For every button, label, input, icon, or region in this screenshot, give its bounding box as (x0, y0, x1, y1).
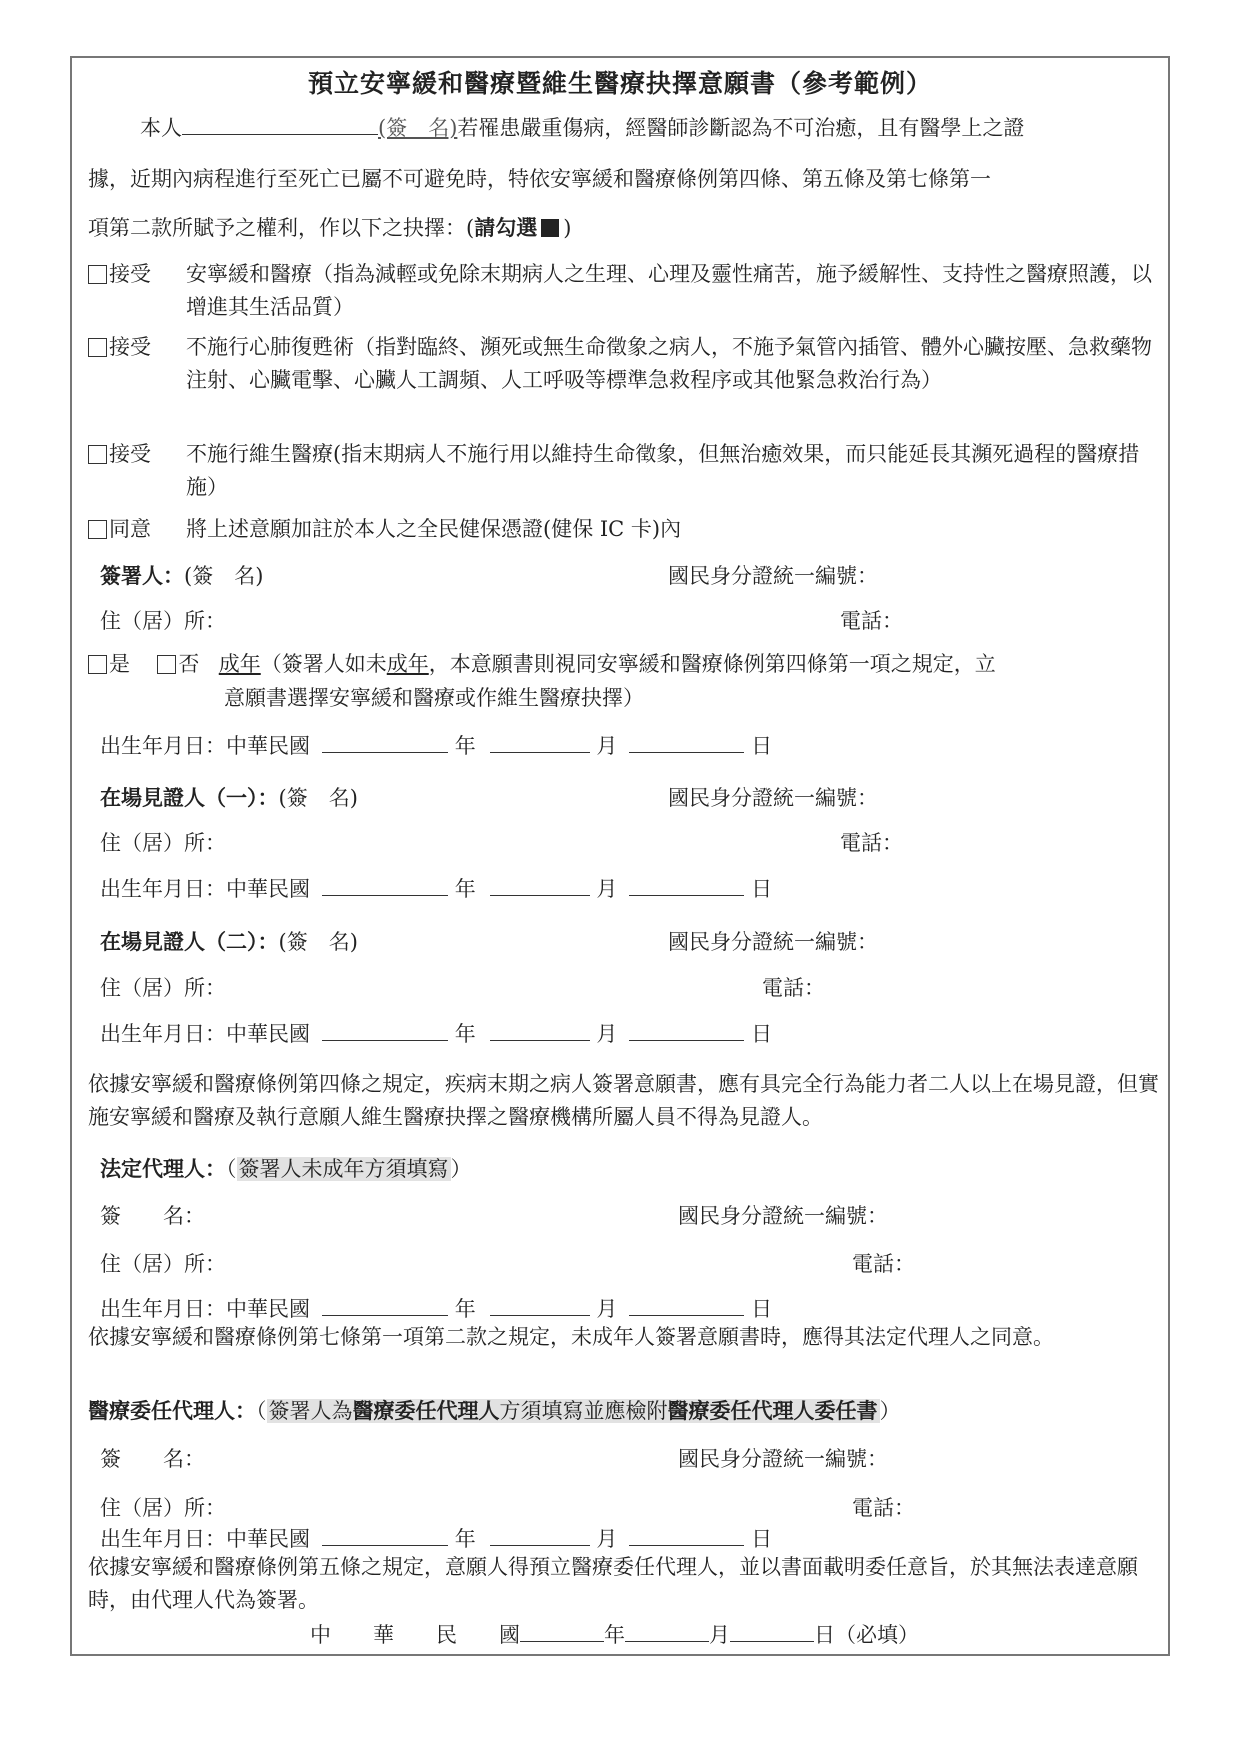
birth-year-label: 年 (454, 1022, 476, 1046)
witness-note: 依據安寧緩和醫療條例第四條之規定，疾病末期之病人簽署意願書，應有具完全行為能力者二人以上在場見證，但實施安寧緩和醫療及執行意願人維生醫療抉擇之醫療機構所屬人員不得為見證人。 (88, 1072, 1159, 1129)
witness2-label: 在場見證人（二）： (100, 929, 279, 954)
medical-agent-label: 醫療委任代理人： (88, 1398, 256, 1423)
principal-name-field[interactable] (182, 113, 378, 135)
option-3 (88, 438, 151, 468)
option-2-checkbox[interactable] (88, 338, 107, 357)
intro-line-3 (88, 212, 571, 242)
filled-checkbox-icon (541, 219, 559, 237)
medical-agent-birth-year-field[interactable] (322, 1524, 448, 1546)
legal-agent-sign-label: 簽 名： (100, 1204, 205, 1228)
adult-no-checkbox[interactable] (157, 655, 176, 674)
birth-day-label: 日 (751, 1022, 773, 1046)
option-4-checkbox[interactable] (88, 520, 107, 539)
witness2-birth-row (100, 1018, 772, 1048)
date-footer-year-label: 年 (604, 1623, 625, 1647)
medical-agent-birth-month-field[interactable] (490, 1524, 590, 1546)
birth-year-label: 年 (454, 1297, 476, 1321)
option-3-text: 不施行維生醫療(指末期病人不施行用以維持生命徵象，但無治癒效果，而只能延長其瀕死過程的醫療措施） (186, 442, 1140, 499)
option-4-text: 將上述意願加註於本人之全民健保憑證(健保 IC 卡)內 (186, 517, 682, 541)
birth-month-label: 月 (596, 877, 618, 901)
legal-agent-address-label: 住（居）所： (100, 1252, 226, 1276)
witness1-birth-month-field[interactable] (490, 874, 590, 896)
signer-sign-hint: (簽 名) (184, 564, 264, 588)
medical-agent-id-label: 國民身分證統一編號： (678, 1447, 888, 1471)
signer-birth-year-field[interactable] (322, 731, 448, 753)
witness1-row (100, 782, 358, 812)
signer-label: 簽署人： (100, 563, 184, 588)
date-footer-month-field[interactable] (625, 1620, 709, 1642)
intro-line-2: 據，近期內病程進行至死亡已屬不可避免時，特依安寧緩和醫療條例第四條、第五條及第七條第一 (88, 167, 991, 191)
birth-label: 出生年月日：中華民國 (100, 877, 310, 901)
medical-agent-note-close: ） (879, 1399, 901, 1423)
option-4-label: 同意 (109, 517, 151, 541)
option-4 (88, 513, 151, 543)
date-footer-day-label: 日 (814, 1623, 835, 1647)
adult-note-3: ，本意願書則視同安寧緩和醫療條例第四條第一項之規定，立 (428, 652, 996, 676)
option-1-label: 接受 (109, 262, 151, 286)
form-title: 預立安寧緩和醫療暨維生醫療抉擇意願書（參考範例） (307, 69, 932, 98)
legal-agent-footnote: 依據安寧緩和醫療條例第七條第一項第二款之規定，未成年人簽署意願書時，應得其法定代理人之同意。 (88, 1325, 1054, 1349)
option-1-checkbox[interactable] (88, 265, 107, 284)
medical-agent-note (267, 1399, 880, 1423)
adult-note-line2: 意願書選擇安寧緩和醫療或作維生醫療抉擇） (224, 686, 644, 710)
birth-label: 出生年月日：中華民國 (100, 1022, 310, 1046)
signer-address-label: 住（居）所： (100, 609, 226, 633)
medical-agent-note-b: 醫療委任代理人 (352, 1398, 500, 1423)
option-2 (88, 331, 151, 361)
medical-agent-note-a: 簽署人為 (268, 1399, 353, 1423)
medical-agent-address-label: 住（居）所： (100, 1496, 226, 1520)
witness1-address-label: 住（居）所： (100, 831, 226, 855)
adult-note-1: （簽署人如未 (260, 652, 387, 676)
option-2-text: 不施行心肺復甦術（指對臨終、瀕死或無生命徵象之病人，不施予氣管內插管、體外心臟按壓、急救藥物注射、心臟電擊、心臟人工調頻、人工呼吸等標準急救程序或其他緊急救治行為） (186, 335, 1152, 392)
witness1-label: 在場見證人（一）： (100, 785, 279, 810)
adult-yes-checkbox[interactable] (88, 655, 107, 674)
signer-row (100, 560, 263, 590)
legal-agent-id-label: 國民身分證統一編號： (678, 1204, 888, 1228)
intro-sign-hint: (簽 名) (378, 116, 458, 140)
birth-day-label: 日 (751, 877, 773, 901)
signer-id-label: 國民身分證統一編號： (668, 564, 878, 588)
signer-birth-month-field[interactable] (490, 731, 590, 753)
legal-agent-row (100, 1153, 472, 1183)
birth-label: 出生年月日：中華民國 (100, 1297, 310, 1321)
legal-agent-birth-day-field[interactable] (629, 1294, 744, 1316)
birth-month-label: 月 (596, 1527, 618, 1551)
witness2-row (100, 926, 358, 956)
adult-yes-label: 是 (109, 652, 130, 676)
birth-month-label: 月 (596, 734, 618, 758)
intro-line3-bold: 請勾選 (474, 215, 538, 240)
signer-birth-day-field[interactable] (629, 731, 744, 753)
birth-day-label: 日 (751, 1297, 773, 1321)
medical-agent-birth-row (100, 1523, 772, 1553)
witness1-sign-hint: (簽 名) (278, 786, 358, 810)
intro-line1-rest: 若罹患嚴重傷病，經醫師診斷認為不可治癒，且有醫學上之證 (457, 116, 1025, 140)
witness2-address-label: 住（居）所： (100, 976, 226, 1000)
medical-agent-note-open: （ (256, 1399, 267, 1423)
witness2-phone-label: 電話： (762, 976, 825, 1000)
witness2-birth-year-field[interactable] (322, 1019, 448, 1041)
option-3-label: 接受 (109, 442, 151, 466)
signer-birth-row (100, 730, 772, 760)
medical-agent-sign-label: 簽 名： (100, 1447, 205, 1471)
witness1-id-label: 國民身分證統一編號： (668, 786, 878, 810)
legal-agent-phone-label: 電話： (852, 1252, 915, 1276)
birth-month-label: 月 (596, 1022, 618, 1046)
birth-label: 出生年月日：中華民國 (100, 1527, 310, 1551)
legal-agent-birth-year-field[interactable] (322, 1294, 448, 1316)
legal-agent-birth-row (100, 1293, 772, 1323)
legal-agent-birth-month-field[interactable] (490, 1294, 590, 1316)
medical-agent-note-c: 方須填寫並應檢附 (499, 1399, 668, 1423)
option-3-checkbox[interactable] (88, 445, 107, 464)
witness1-phone-label: 電話： (840, 831, 903, 855)
signer-phone-label: 電話： (840, 609, 903, 633)
date-footer-label: 中 華 民 國 (310, 1623, 520, 1647)
witness2-birth-day-field[interactable] (629, 1019, 744, 1041)
legal-agent-note: 簽署人未成年方須填寫 (238, 1157, 449, 1181)
witness1-birth-day-field[interactable] (629, 874, 744, 896)
date-footer-day-field[interactable] (730, 1620, 814, 1642)
intro-prefix: 本人 (140, 116, 182, 140)
option-1 (88, 258, 151, 288)
date-footer-required: （必填） (835, 1623, 919, 1647)
legal-agent-note-open: （ (226, 1157, 237, 1181)
witness1-birth-year-field[interactable] (322, 874, 448, 896)
date-footer-month-label: 月 (709, 1623, 730, 1647)
witness2-sign-hint: (簽 名) (278, 930, 358, 954)
birth-month-label: 月 (596, 1297, 618, 1321)
witness2-id-label: 國民身分證統一編號： (668, 930, 878, 954)
intro-line3-prefix: 項第二款所賦予之權利，作以下之抉擇：( (88, 216, 475, 240)
birth-day-label: 日 (751, 1527, 773, 1551)
adult-row (88, 648, 996, 678)
medical-agent-phone-label: 電話： (852, 1496, 915, 1520)
birth-year-label: 年 (454, 1527, 476, 1551)
medical-agent-note-d: 醫療委任代理人委任書 (667, 1398, 878, 1423)
witness2-birth-month-field[interactable] (490, 1019, 590, 1041)
option-2-label: 接受 (109, 335, 151, 359)
witness1-birth-row (100, 873, 772, 903)
adult-no-label: 否 (178, 652, 200, 676)
option-1-text: 安寧緩和醫療（指為減輕或免除末期病人之生理、心理及靈性痛苦，施予緩解性、支持性之醫療照護，以增進其生活品質） (186, 262, 1152, 319)
birth-year-label: 年 (454, 734, 476, 758)
medical-agent-birth-day-field[interactable] (629, 1524, 744, 1546)
legal-agent-label: 法定代理人： (100, 1156, 226, 1181)
date-footer-year-field[interactable] (520, 1620, 604, 1642)
intro-line-1 (140, 112, 1024, 142)
adult-note-2: 成年 (386, 652, 429, 676)
birth-day-label: 日 (751, 734, 773, 758)
birth-label: 出生年月日：中華民國 (100, 734, 310, 758)
adult-term: 成年 (218, 652, 261, 676)
date-footer (310, 1619, 919, 1649)
birth-year-label: 年 (454, 877, 476, 901)
legal-agent-note-close: ） (450, 1157, 472, 1181)
medical-agent-footnote: 依據安寧緩和醫療條例第五條之規定，意願人得預立醫療委任代理人，並以書面載明委任意旨，於其無法表達意願時，由代理人代為簽署。 (88, 1555, 1138, 1612)
intro-line3-suffix: ) (563, 216, 572, 240)
medical-agent-row (88, 1395, 901, 1425)
